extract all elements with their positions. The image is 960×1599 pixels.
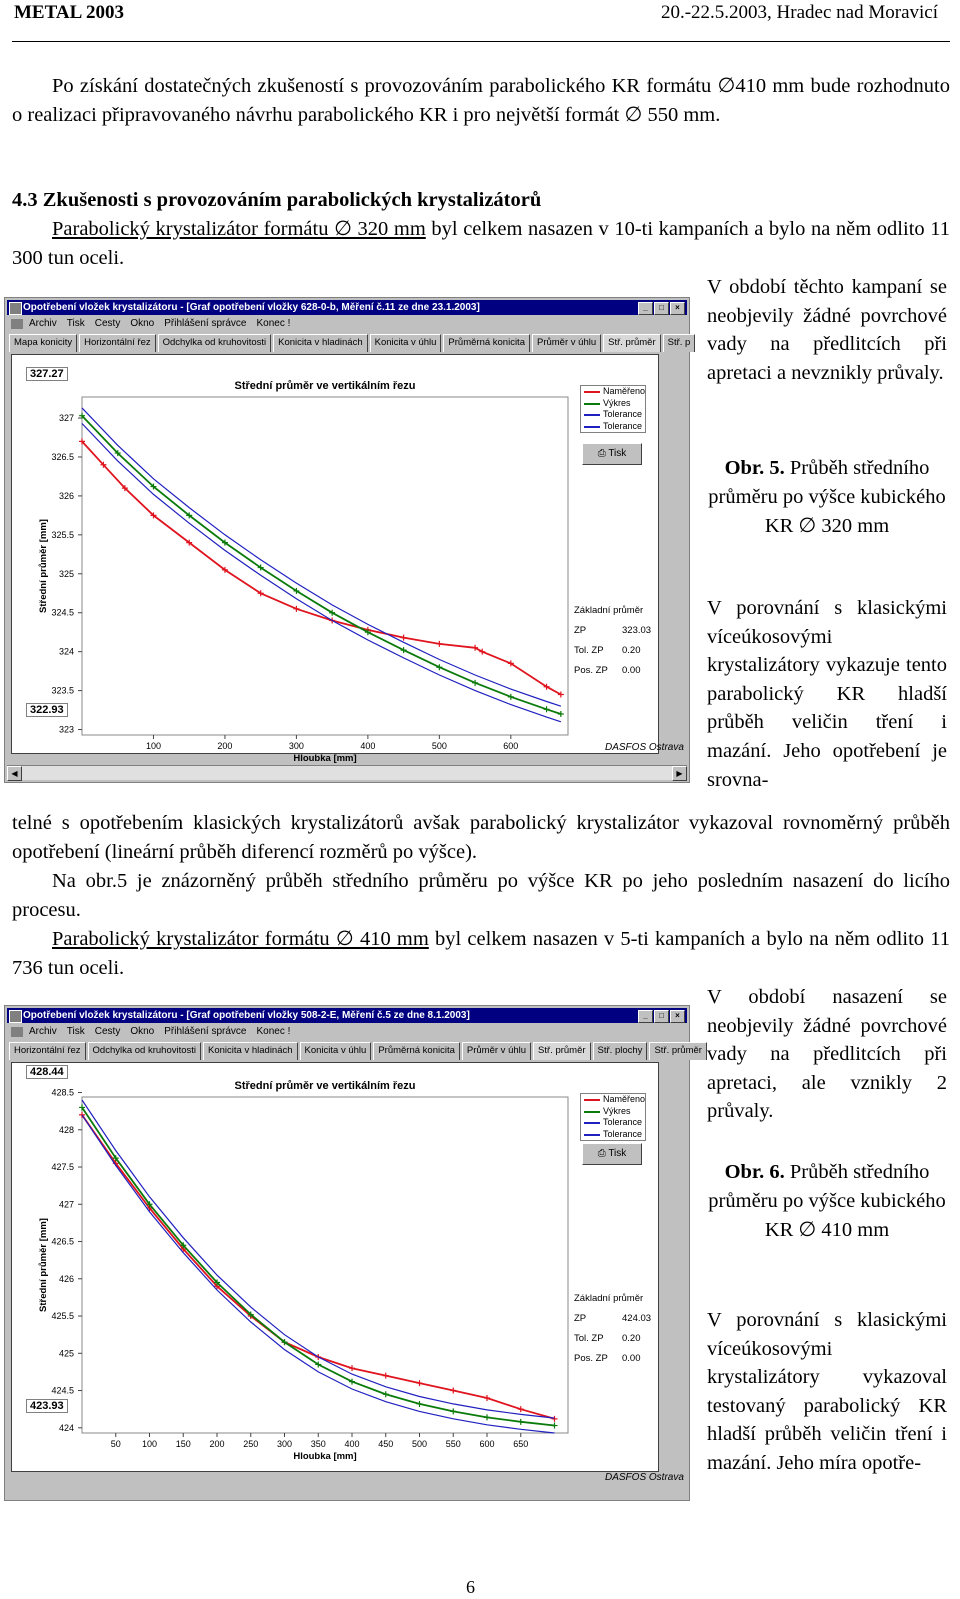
legend-label: Výkres xyxy=(603,1105,631,1116)
chart-legend xyxy=(580,1093,646,1141)
data-point xyxy=(383,1373,389,1379)
menu-bar xyxy=(7,316,687,332)
data-point xyxy=(552,1416,558,1422)
tab-horizontalni-rez[interactable]: Horizontální řez xyxy=(9,1042,86,1060)
data-point xyxy=(349,1379,355,1385)
minimize-button[interactable]: _ xyxy=(638,1010,653,1023)
series-line xyxy=(82,416,561,714)
app-icon xyxy=(9,1010,22,1023)
kr320-text: byl celkem nasazen v 10-ti kampaních a bylo na něm odlito 11 300 tun oceli. xyxy=(12,218,950,269)
x-tick-label: 500 xyxy=(431,741,447,751)
y-tick-label: 428 xyxy=(58,1124,74,1135)
menu-prihlaseni[interactable]: Přihlášení správce xyxy=(164,1026,247,1037)
data-point xyxy=(383,1391,389,1397)
x-tick-label: 150 xyxy=(175,1439,191,1449)
y-tick-label: 427 xyxy=(58,1199,74,1210)
window-title: Opotřebení vložek krystalizátoru - [Graf opotřebení vložky 508-2-E, Měření č.5 ze dne 8.1.2003] xyxy=(23,1010,470,1021)
scroll-left-button[interactable]: ◀ xyxy=(7,766,22,781)
legend-swatch xyxy=(584,414,600,416)
readout-bottom: 322.93 xyxy=(26,703,68,717)
y-tick-label: 425.5 xyxy=(51,1311,74,1322)
menu-tisk[interactable]: Tisk xyxy=(66,318,85,329)
tab-konicita-hladiny[interactable]: Konicita v hladinách xyxy=(203,1042,298,1060)
y-tick-label: 327 xyxy=(58,413,74,424)
kr320-title: Parabolický krystalizátor formátu ∅ 320 mm xyxy=(52,218,426,240)
tab-prumer-uhel[interactable]: Průměr v úhlu xyxy=(532,334,601,352)
vendor-footer: DASFOS Ostrava xyxy=(605,1472,684,1483)
legend-swatch xyxy=(584,391,600,393)
menu-okno[interactable]: Okno xyxy=(130,1026,155,1037)
document-icon xyxy=(11,319,23,329)
data-point xyxy=(293,606,299,612)
print-button[interactable]: ⎙ Tisk xyxy=(582,443,642,465)
data-point xyxy=(450,1408,456,1414)
y-axis-label: Střední průměr [mm] xyxy=(38,1218,49,1312)
chart-legend xyxy=(580,385,646,433)
tab-odchylka[interactable]: Odchylka od kruhovitosti xyxy=(88,1042,202,1060)
series-line xyxy=(82,1115,555,1419)
y-tick-label: 425 xyxy=(58,1348,74,1359)
legend-item xyxy=(581,386,645,398)
horizontal-scrollbar[interactable] xyxy=(7,765,687,780)
y-tick-label: 325 xyxy=(58,568,74,579)
chart-panel xyxy=(11,1062,659,1472)
data-point xyxy=(484,1395,490,1401)
zp-label: ZP xyxy=(574,625,587,636)
window-titlebar xyxy=(7,300,687,315)
series-line xyxy=(82,424,561,722)
pos-zp-value: 0.00 xyxy=(622,1353,641,1364)
y-tick-label: 424.5 xyxy=(51,1385,74,1396)
tab-odchylka[interactable]: Odchylka od kruhovitosti xyxy=(158,334,272,352)
legend-item xyxy=(581,398,645,410)
x-tick-label: 300 xyxy=(276,1439,293,1449)
plot-area xyxy=(82,1097,568,1433)
pos-zp-value: 0.00 xyxy=(622,665,641,676)
data-point xyxy=(401,635,407,641)
legend-swatch xyxy=(584,426,600,428)
menu-bar xyxy=(7,1024,687,1040)
tab-str-prumer[interactable]: Stř. průměr xyxy=(603,334,661,352)
x-tick-label: 100 xyxy=(141,1439,158,1449)
menu-cesty[interactable]: Cesty xyxy=(94,318,121,329)
y-axis-label: Střední průměr [mm] xyxy=(38,519,49,613)
legend-item xyxy=(581,409,645,421)
figure-6-text: Průběh středního průměru po výšce kubického KR ∅ 410 mm xyxy=(708,1161,946,1241)
x-tick-label: 500 xyxy=(411,1439,428,1449)
tab-strip xyxy=(9,1042,702,1060)
chart-title: Střední průměr ve vertikálním řezu xyxy=(234,1080,416,1092)
side-text-1: V období těchto kampaní se neobjevily žádné povrchové vady na předlitcích při apretaci a nevznikly průvaly. xyxy=(707,276,947,384)
close-button[interactable]: × xyxy=(670,302,685,315)
data-point xyxy=(518,1419,524,1425)
legend-label: Tolerance xyxy=(603,1117,643,1127)
paragraph-fig5-reference: Na obr.5 je znázorněný průběh středního průměru po výšce KR po jeho posledním nasazení do licího procesu. xyxy=(12,870,950,921)
readout-top: 327.27 xyxy=(26,367,68,381)
tab-prumerna-konicita[interactable]: Průměrná konicita xyxy=(373,1042,460,1060)
tol-zp-label: Tol. ZP xyxy=(574,1333,604,1344)
data-point xyxy=(417,1401,423,1407)
print-button[interactable]: ⎙ Tisk xyxy=(582,1143,642,1165)
tol-zp-value: 0.20 xyxy=(622,1333,641,1344)
tab-str-plochy[interactable]: Stř. plochy xyxy=(593,1042,648,1060)
x-axis-label: Hloubka [mm] xyxy=(293,1451,357,1462)
series-line xyxy=(82,1107,555,1425)
menu-tisk[interactable]: Tisk xyxy=(66,1026,85,1037)
y-tick-label: 428.5 xyxy=(51,1087,74,1098)
legend-swatch xyxy=(584,1099,600,1101)
base-diameter-box xyxy=(574,601,651,681)
x-tick-label: 300 xyxy=(288,741,304,751)
series-line xyxy=(82,1115,555,1433)
tol-zp-value: 0.20 xyxy=(622,645,641,656)
window-title: Opotřebení vložek krystalizátoru - [Graf opotřebení vložky 628-0-b, Měření č.11 ze dne 23.1.2003] xyxy=(23,302,480,313)
tab-mapa-konicity[interactable]: Mapa konicity xyxy=(9,334,77,352)
legend-item xyxy=(581,1117,645,1129)
legend-label: Naměřeno xyxy=(603,386,646,396)
footer-clip xyxy=(605,1472,684,1486)
print-label: Tisk xyxy=(608,448,627,459)
maximize-button[interactable]: □ xyxy=(654,302,669,315)
section-heading: 4.3 Zkušenosti s provozováním parabolických krystalizátorů xyxy=(12,189,542,211)
tab-str-prumer[interactable]: Stř. průměr xyxy=(533,1042,591,1060)
print-label: Tisk xyxy=(608,1148,627,1159)
legend-swatch xyxy=(584,1122,600,1124)
data-point xyxy=(401,647,407,653)
y-tick-label: 323 xyxy=(58,724,74,735)
zp-label: ZP xyxy=(574,1313,587,1324)
tab-konicita-hladiny[interactable]: Konicita v hladinách xyxy=(273,334,368,352)
data-point xyxy=(484,1414,490,1420)
pos-zp-label: Pos. ZP xyxy=(574,1353,608,1364)
x-tick-label: 400 xyxy=(360,741,376,751)
app-icon xyxy=(9,302,22,315)
data-point xyxy=(436,664,442,670)
zp-value: 424.03 xyxy=(622,1313,652,1324)
data-point xyxy=(508,694,514,700)
document-icon xyxy=(11,1027,23,1037)
x-tick-label: 250 xyxy=(243,1439,259,1449)
x-tick-label: 600 xyxy=(479,1439,495,1449)
legend-label: Tolerance xyxy=(603,409,643,419)
tab-strip xyxy=(9,334,691,352)
chart-fig6 xyxy=(12,1063,658,1471)
x-axis-label: Hloubka [mm] xyxy=(293,753,357,764)
readout-bottom: 423.93 xyxy=(26,1399,68,1413)
data-point xyxy=(558,711,564,717)
pos-zp-label: Pos. ZP xyxy=(574,665,608,676)
paragraph-kr320 xyxy=(12,215,950,273)
data-point xyxy=(417,1380,423,1386)
data-point xyxy=(552,1423,558,1429)
legend-swatch xyxy=(584,1134,600,1136)
menu-okno[interactable]: Okno xyxy=(130,318,155,329)
side-text-4: V porovnání s klasickými víceúkosovými krystalizátory vykazoval testovaný parabolický KR hladší průběh veličin tření i mazání. Jeho míra opotře- xyxy=(707,1309,947,1474)
readout-top: 428.44 xyxy=(26,1065,68,1079)
figure-5-text: Průběh středního průměru po výšce kubického KR ∅ 320 mm xyxy=(708,457,946,537)
close-button[interactable]: × xyxy=(670,1010,685,1023)
app-window-fig5 xyxy=(4,297,690,783)
legend-label: Výkres xyxy=(603,397,631,408)
legend-item xyxy=(581,421,645,433)
chart-panel xyxy=(11,354,659,764)
figure-6-caption xyxy=(707,1158,947,1245)
kr410-title: Parabolický krystalizátor formátu ∅ 410 mm xyxy=(52,928,429,950)
app-window-fig6 xyxy=(4,1005,702,1501)
y-tick-label: 326 xyxy=(58,490,74,501)
legend-label: Naměřeno xyxy=(603,1094,646,1104)
data-point xyxy=(436,641,442,647)
x-tick-label: 50 xyxy=(110,1439,121,1449)
chart-title: Střední průměr ve vertikálním řezu xyxy=(234,380,416,392)
legend-item xyxy=(581,1129,645,1141)
menu-archiv[interactable]: Archiv xyxy=(29,1026,57,1037)
footer-clip xyxy=(605,742,684,756)
running-header-right: 20.-22.5.2003, Hradec nad Moravicí xyxy=(660,2,938,23)
tab-konicita-uhel[interactable]: Konicita v úhlu xyxy=(300,1042,372,1060)
tol-zp-label: Tol. ZP xyxy=(574,645,604,656)
page-number: 6 xyxy=(466,1577,475,1597)
x-tick-label: 650 xyxy=(513,1439,529,1449)
y-tick-label: 325.5 xyxy=(51,529,74,540)
tab-prumerna-konicita[interactable]: Průměrná konicita xyxy=(443,334,530,352)
chart-fig5 xyxy=(12,355,658,764)
legend-item xyxy=(581,1106,645,1118)
running-header-left: METAL 2003 xyxy=(14,2,124,23)
plot-area xyxy=(82,397,568,735)
tab-str-prumer-2[interactable]: Stř. průměr xyxy=(649,1042,707,1060)
y-tick-label: 427.5 xyxy=(51,1162,74,1173)
menu-prihlaseni[interactable]: Přihlášení správce xyxy=(164,318,247,329)
base-diameter-title: Základní průměr xyxy=(574,1293,644,1304)
paragraph-kr410 xyxy=(12,925,950,983)
x-tick-label: 200 xyxy=(209,1439,225,1449)
y-tick-label: 324 xyxy=(58,646,74,657)
x-tick-label: 400 xyxy=(344,1439,360,1449)
legend-swatch xyxy=(584,403,600,405)
series-line xyxy=(82,408,561,706)
continued-paragraph: telné s opotřebením klasických krystalizátorů avšak parabolický krystalizátor vykazoval rovnoměrný průběh opotřebení (lineární průběh diferencí rozměrů po výšce). xyxy=(12,812,950,863)
data-point xyxy=(349,1365,355,1371)
x-tick-label: 450 xyxy=(378,1439,394,1449)
y-tick-label: 426 xyxy=(58,1273,74,1284)
y-tick-label: 324.5 xyxy=(51,607,74,618)
legend-label: Tolerance xyxy=(603,420,643,431)
base-diameter-box xyxy=(574,1289,651,1369)
header-rule xyxy=(12,41,950,42)
tab-prumer-uhel[interactable]: Průměr v úhlu xyxy=(462,1042,531,1060)
y-tick-label: 326.5 xyxy=(51,451,74,462)
legend-swatch xyxy=(584,1111,600,1113)
zp-value: 323.03 xyxy=(622,625,652,636)
data-point xyxy=(472,680,478,686)
menu-konec[interactable]: Konec ! xyxy=(256,318,291,329)
figure-5-label: Obr. 5. xyxy=(724,457,785,479)
x-tick-label: 100 xyxy=(145,741,161,751)
data-point xyxy=(450,1388,456,1394)
figure-5-caption xyxy=(707,454,947,541)
y-tick-label: 426.5 xyxy=(51,1236,74,1247)
window-titlebar xyxy=(7,1008,687,1023)
y-tick-label: 424 xyxy=(58,1422,74,1433)
legend-item xyxy=(581,1094,645,1106)
tab-konicita-uhel[interactable]: Konicita v úhlu xyxy=(370,334,442,352)
kr410-text: byl celkem nasazen v 5-ti kampaních a bylo na něm odlito 11 736 tun oceli. xyxy=(12,928,950,979)
legend-label: Tolerance xyxy=(603,1128,643,1139)
maximize-button[interactable]: □ xyxy=(654,1010,669,1023)
x-tick-label: 600 xyxy=(503,741,519,751)
tab-horizontalni-rez[interactable]: Horizontální řez xyxy=(79,334,156,352)
x-tick-label: 200 xyxy=(217,741,233,751)
menu-konec[interactable]: Konec ! xyxy=(256,1026,291,1037)
menu-cesty[interactable]: Cesty xyxy=(94,1026,121,1037)
x-tick-label: 350 xyxy=(310,1439,326,1449)
y-tick-label: 323.5 xyxy=(51,685,74,696)
vendor-footer: DASFOS Ostrava xyxy=(605,742,684,753)
minimize-button[interactable]: _ xyxy=(638,302,653,315)
data-point xyxy=(518,1406,524,1412)
series-line xyxy=(82,1100,555,1418)
figure-6-label: Obr. 6. xyxy=(724,1161,785,1183)
side-text-3: V období nasazení se neobjevily žádné povrchové vady na předlitcích při apretaci, ale vznikly 2 průvaly. xyxy=(707,986,947,1123)
base-diameter-title: Základní průměr xyxy=(574,605,644,616)
x-tick-label: 550 xyxy=(445,1439,461,1449)
menu-archiv[interactable]: Archiv xyxy=(29,318,57,329)
side-text-2: V porovnání s klasickými víceúkosovými krystalizátory vykazuje tento parabolický KR hladší průběh veličin tření i mazání. Jeho opotřebení je srovna- xyxy=(707,597,947,791)
data-point xyxy=(544,706,550,712)
tab-str-p[interactable]: Stř. p xyxy=(663,334,696,352)
scroll-right-button[interactable]: ▶ xyxy=(672,766,687,781)
intro-paragraph: Po získání dostatečných zkušeností s provozováním parabolického KR formátu ∅410 mm bude rozhodnuto o realizaci připravovaného návrhu parabolického KR i pro největší formát ∅ 550 mm. xyxy=(12,75,950,126)
